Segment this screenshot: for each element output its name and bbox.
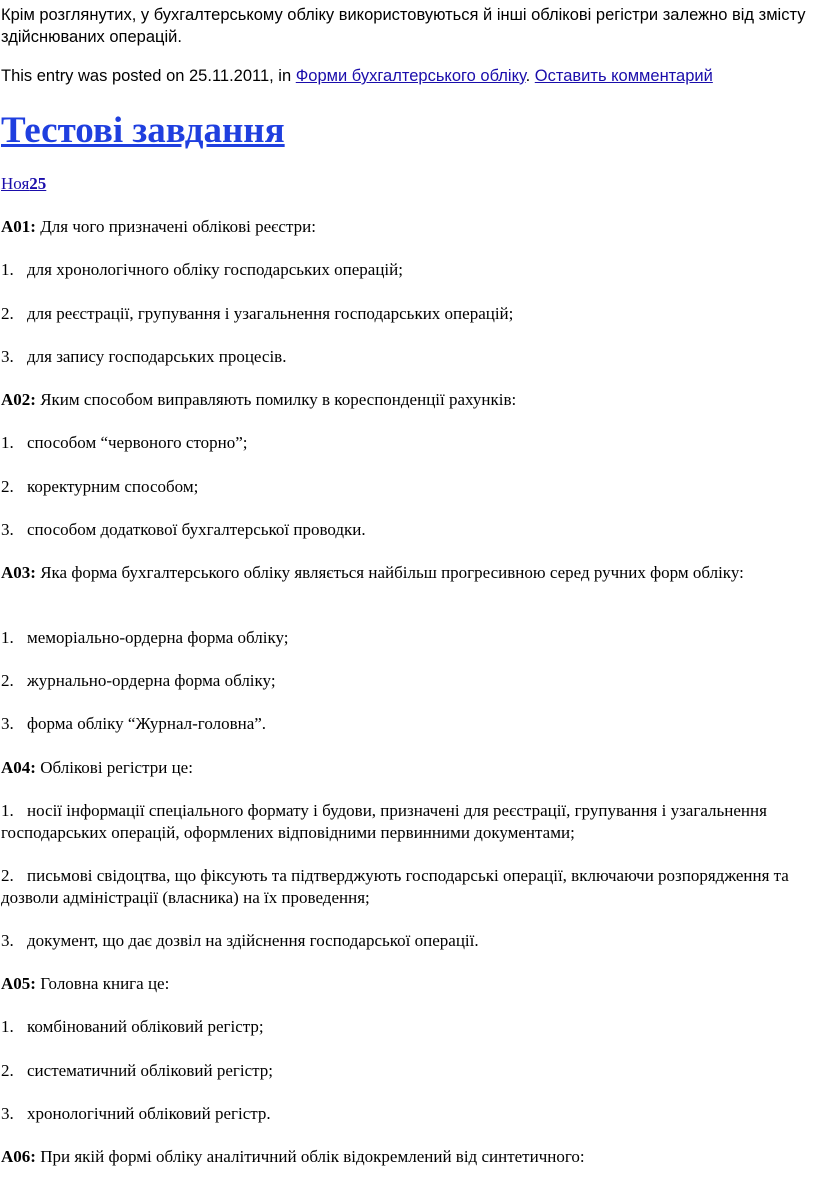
option-number: 1. [1,433,14,452]
answer-option [1,1103,807,1125]
option-number: 1. [1,801,14,820]
answer-option [1,1060,807,1082]
question-text: Для чого призначені облікові реєстри: [35,217,316,236]
question-label: А04: [1,758,36,777]
option-text: хронологічний обліковий регістр. [27,1104,271,1123]
option-number: 3. [1,1104,14,1123]
option-number: 1. [1,260,14,279]
question-text: Яка форма бухгалтерського обліку являється найбільш прогресивною серед ручних форм обліку: [35,563,744,582]
question-label: А02: [1,390,36,409]
option-text: для реєстрації, групування і узагальнення господарських операцій; [27,304,514,323]
option-text: способом додаткової бухгалтерської проводки. [27,520,366,539]
option-text: способом “червоного сторно”; [27,433,248,452]
question-a01 [1,216,807,238]
answer-option [1,259,807,281]
option-text: форма обліку “Журнал-головна”. [27,714,267,733]
answer-option [1,519,807,541]
question-a04 [1,757,807,779]
option-number: 3. [1,347,14,366]
answer-option [1,346,807,368]
question-text: При якій формі обліку аналітичний облік відокремлений від синтетичного: [35,1147,585,1166]
option-text: комбінований обліковий регістр; [27,1017,264,1036]
date-month: Ноя [1,174,30,193]
answer-option [1,713,807,735]
option-text: документ, що дає дозвіл на здійснення господарської операції. [27,931,479,950]
intro-paragraph: Крім розглянутих, у бухгалтерському обліку використовуються й інші облікові регістри залежно від змісту здійснюваних операцій. [1,6,806,46]
question-a03 [1,562,807,584]
question-text: Головна книга це: [35,974,170,993]
question-label: А05: [1,974,36,993]
option-text: коректурним способом; [27,477,199,496]
option-number: 2. [1,671,14,690]
question-a02 [1,389,807,411]
option-number: 3. [1,714,14,733]
answer-option [1,800,807,844]
option-text: меморіально-ордерна форма обліку; [27,628,289,647]
question-a06 [1,1146,807,1168]
question-text: Облікові регістри це: [35,758,193,777]
leave-comment-link[interactable]: Оставить комментарий [534,67,713,85]
option-number: 3. [1,520,14,539]
post-date [1,173,807,195]
option-number: 2. [1,1061,14,1080]
question-text: Яким способом виправляють помилку в кореспонденції рахунків: [35,390,517,409]
option-number: 1. [1,628,14,647]
option-number: 2. [1,304,14,323]
posted-on-text: This entry was posted on 25.11.2011, in [1,67,296,85]
answer-option [1,432,807,454]
category-link[interactable]: Форми бухгалтерського обліку [295,67,526,85]
answer-option [1,670,807,692]
option-number: 3. [1,931,14,950]
post-title [1,109,807,153]
option-text: для запису господарських процесів. [27,347,287,366]
question-label: А03: [1,563,36,582]
option-text: систематичний обліковий регістр; [27,1061,273,1080]
date-day: 25 [29,174,47,193]
post-date-link[interactable] [1,174,46,193]
option-text: для хронологічного обліку господарських операцій; [27,260,403,279]
post-title-link[interactable]: Тестові завдання [1,110,285,151]
option-number: 2. [1,477,14,496]
option-number: 1. [1,1017,14,1036]
answer-option [1,1016,807,1038]
answer-option [1,865,807,909]
answer-option [1,303,807,325]
answer-option [1,627,807,649]
question-label: А01: [1,217,36,236]
option-text: письмові свідоцтва, що фіксують та підтверджують господарські операції, включаючи розпорядження та дозволи адміністрації (власника) на їх проведення; [1,866,789,907]
option-text: журнально-ордерна форма обліку; [27,671,276,690]
meta-separator: . [525,67,535,85]
answer-option [1,930,807,952]
option-text: носії інформації спеціального формату і будови, призначені для реєстрації, групування і узагальнення господарських операцій, оформлених відповідними первинними документами; [1,801,767,842]
post-meta [1,65,807,87]
answer-option [1,476,807,498]
option-number: 2. [1,866,14,885]
question-label: А06: [1,1147,36,1166]
question-a05 [1,973,807,995]
